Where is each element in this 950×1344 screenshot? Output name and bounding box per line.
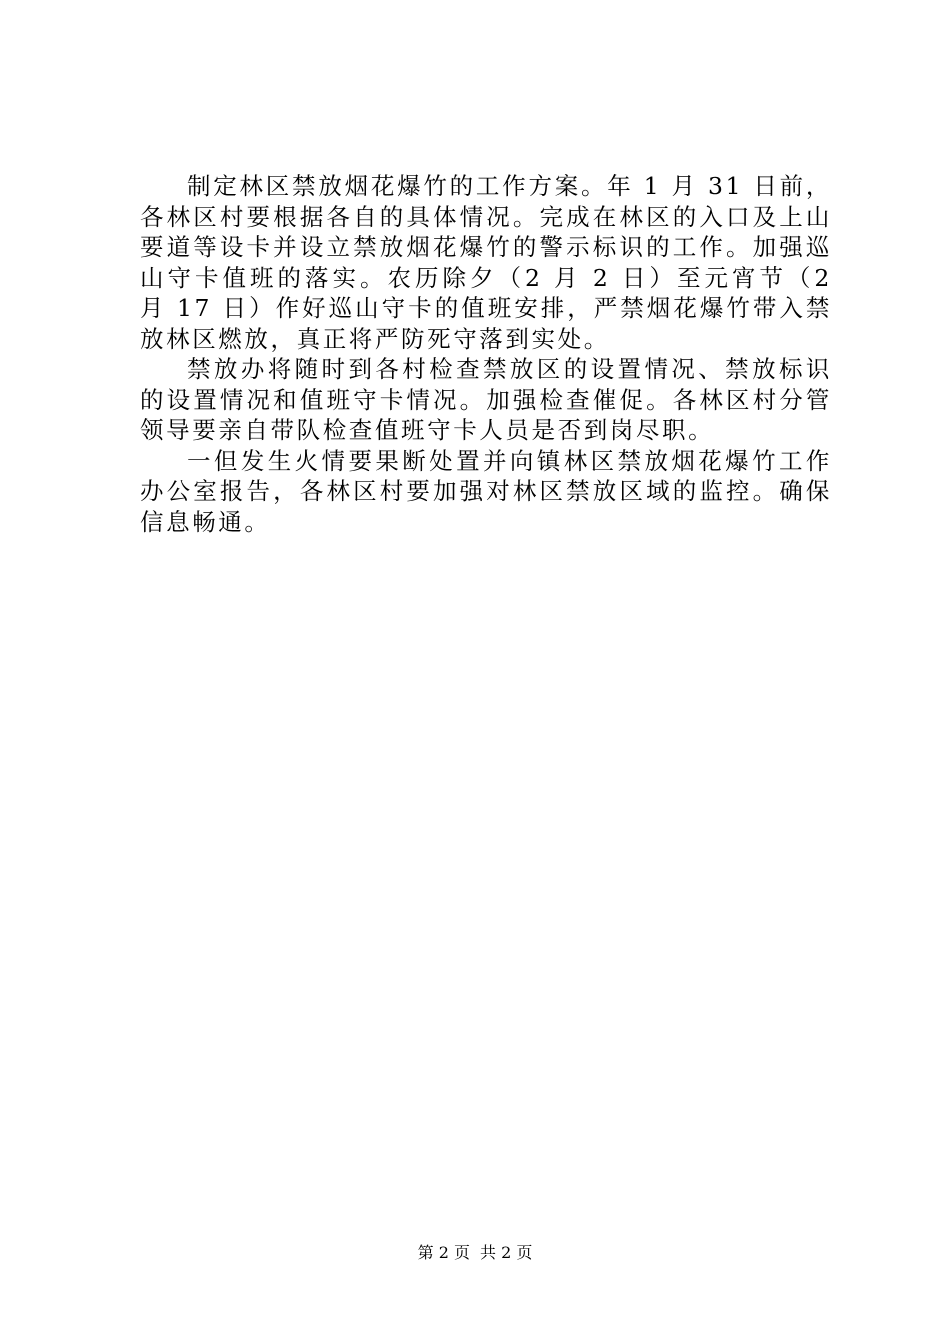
paragraph-2: 禁放办将随时到各村检查禁放区的设置情况、禁放标识的设置情况和值班守卡情况。加强检查催促。各林区村分管领导要亲自带队检查值班守卡人员是否到岗尽职。 (140, 355, 832, 444)
page-total: 共 2 页 (480, 1243, 533, 1262)
page-footer (0, 1242, 950, 1264)
paragraph-3: 一但发生火情要果断处置并向镇林区禁放烟花爆竹工作办公室报告，各林区村要加强对林区禁放区域的监控。确保信息畅通。 (140, 446, 832, 536)
page-number: 第 2 页 (417, 1243, 470, 1262)
paragraph-1: 制定林区禁放烟花爆竹的工作方案。年 1 月 31 日前，各林区村要根据各自的具体情况。完成在林区的入口及上山要道等设卡并设立禁放烟花爆竹的警示标识的工作。加强巡山守卡值班的落实。农历除夕（2 月 2 日）至元宵节（2 月 17 日）作好巡山守卡的值班安排，严禁烟花爆竹带入禁放林区燃放，真正将严防死守落到实处。 (140, 172, 832, 353)
document-body (140, 171, 832, 537)
